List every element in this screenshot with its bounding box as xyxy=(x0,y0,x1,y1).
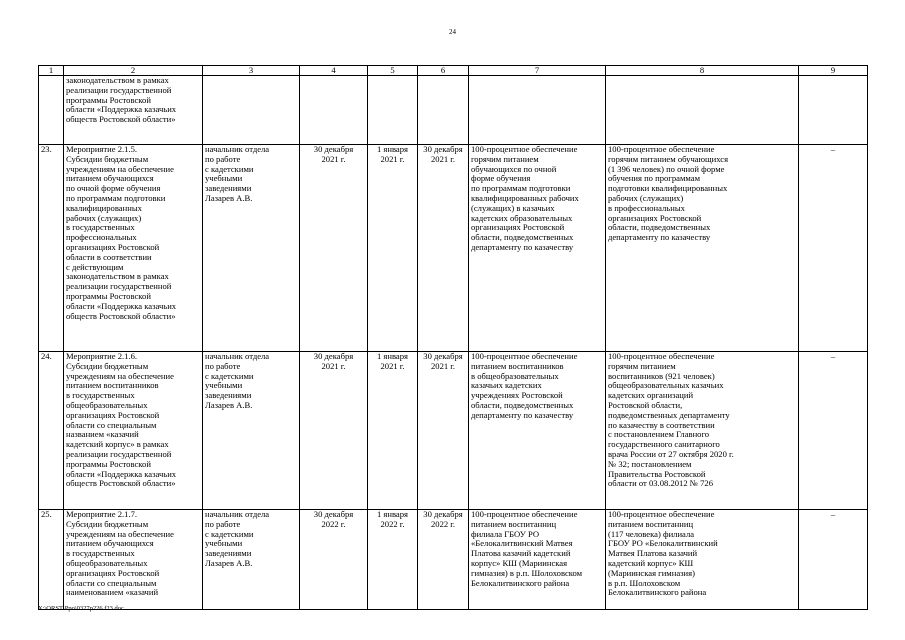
actual-result-cell xyxy=(606,76,799,145)
responsible-cell: начальник отдела по работе с кадетскими учебными заведениями Лазарев А.В. xyxy=(203,510,300,610)
plan-end-cell: 1 января 2021 г. xyxy=(368,145,418,352)
responsible-cell xyxy=(203,76,300,145)
row-number: 25. xyxy=(39,510,64,610)
header-cell: 7 xyxy=(469,66,606,76)
actual-result-cell: 100-процентное обеспечение горячим питанием воспитанников (921 человек) общеобразовательных казачьих кадетских организаций Ростовской области, подведомственных департаменту по казачеству в соответствии с постановлением Главного государственного санитарного врача России от 27 октября 2020 г. № 32; постановлением Правительства Ростовской области от 03.08.2012 № 726 xyxy=(606,352,799,510)
plan-end-cell: 1 января 2021 г. xyxy=(368,352,418,510)
header-cell: 8 xyxy=(606,66,799,76)
actual-result-cell: 100-процентное обеспечение горячим питанием обучающихся (1 396 человек) по очной форме обучения по программам подготовки квалифицированных рабочих (служащих) в профессиональных организациях Ростовской области, подведомственных департаменту по казачеству xyxy=(606,145,799,352)
fact-end-cell: 30 декабря 2022 г. xyxy=(418,510,469,610)
reason-cell: – xyxy=(799,145,868,352)
report-table xyxy=(38,65,868,610)
planned-result-cell: 100-процентное обеспечение питанием воспитанниц филиала ГБОУ РО «Белокалитвинский Матвея Платова казачий кадетский корпус» КШ (Мариинская гимназия) в р.п. Шолоховском Белокалитвинского района xyxy=(469,510,606,610)
header-cell: 6 xyxy=(418,66,469,76)
event-cell: Мероприятие 2.1.5. Субсидии бюджетным учреждениям на обеспечение питанием обучающихся по очной форме обучения по программам подготовки квалифицированных рабочих (служащих) в государственных профессиональных организациях Ростовской области в соответствии с действующим законодательством в рамках реализации государственной программы Ростовской области «Поддержка казачьих обществ Ростовской области» xyxy=(64,145,203,352)
fact-end-cell xyxy=(418,76,469,145)
event-cell: законодательством в рамках реализации государственной программы Ростовской области «Поддержка казачьих обществ Ростовской области» xyxy=(64,76,203,145)
start-date-cell: 30 декабря 2021 г. xyxy=(300,352,368,510)
row-number: 24. xyxy=(39,352,64,510)
plan-end-cell: 1 января 2022 г. xyxy=(368,510,418,610)
page-number: 24 xyxy=(449,28,456,36)
event-cell: Мероприятие 2.1.7. Субсидии бюджетным учреждениям на обеспечение питанием обучающихся в государственных общеобразовательных организациях Ростовской области со специальным наименованием «казачий xyxy=(64,510,203,610)
table-row xyxy=(39,145,868,352)
row-number xyxy=(39,76,64,145)
table-row xyxy=(39,352,868,510)
header-cell: 2 xyxy=(64,66,203,76)
reason-cell: – xyxy=(799,352,868,510)
fact-end-cell: 30 декабря 2021 г. xyxy=(418,145,469,352)
fact-end-cell: 30 декабря 2021 г. xyxy=(418,352,469,510)
header-cell: 3 xyxy=(203,66,300,76)
header-cell: 5 xyxy=(368,66,418,76)
planned-result-cell xyxy=(469,76,606,145)
actual-result-cell: 100-процентное обеспечение питанием воспитанниц (117 человека) филиала ГБОУ РО «Белокалитвинский Матвея Платова казачий кадетский корпус» КШ (Мариинская гимназия) в р.п. Шолоховском Белокалитвинского района xyxy=(606,510,799,610)
file-path-footer: X:\ORST\Ppo\0327p226.f23.doc xyxy=(38,605,124,612)
header-row xyxy=(39,66,868,76)
row-number: 23. xyxy=(39,145,64,352)
responsible-cell: начальник отдела по работе с кадетскими учебными заведениями Лазарев А.В. xyxy=(203,352,300,510)
responsible-cell: начальник отдела по работе с кадетскими учебными заведениями Лазарев А.В. xyxy=(203,145,300,352)
reason-cell xyxy=(799,76,868,145)
table-row xyxy=(39,76,868,145)
header-cell: 4 xyxy=(300,66,368,76)
plan-end-cell xyxy=(368,76,418,145)
header-cell: 1 xyxy=(39,66,64,76)
event-cell: Мероприятие 2.1.6. Субсидии бюджетным учреждениям на обеспечение питанием воспитанников в государственных общеобразовательных организациях Ростовской области со специальным названием «казачий кадетский корпус» в рамках реализации государственной программы Ростовской области «Поддержка казачьих обществ Ростовской области» xyxy=(64,352,203,510)
start-date-cell: 30 декабря 2021 г. xyxy=(300,145,368,352)
start-date-cell xyxy=(300,76,368,145)
table-row xyxy=(39,510,868,610)
reason-cell: – xyxy=(799,510,868,610)
planned-result-cell: 100-процентное обеспечение горячим питанием обучающихся по очной форме обучения по программам подготовки квалифицированных рабочих (служащих) в казачьих кадетских образовательных организациях Ростовской области, подведомственных департаменту по казачеству xyxy=(469,145,606,352)
start-date-cell: 30 декабря 2022 г. xyxy=(300,510,368,610)
header-cell: 9 xyxy=(799,66,868,76)
planned-result-cell: 100-процентное обеспечение питанием воспитанников в общеобразовательных казачьих кадетских учреждениях Ростовской области, подведомственных департаменту по казачеству xyxy=(469,352,606,510)
